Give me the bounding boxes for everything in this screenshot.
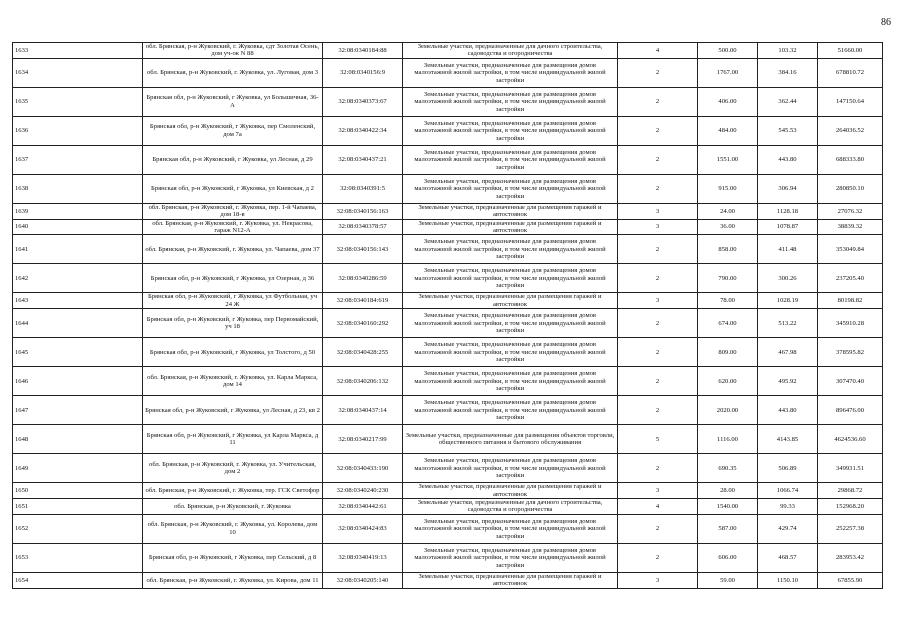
use-group-cell: 2 bbox=[618, 235, 698, 264]
record-number-cell: 1653 bbox=[13, 543, 143, 572]
specific-value-cell: 1128.18 bbox=[758, 203, 818, 219]
cadastral-value-cell: 252257.38 bbox=[818, 514, 883, 543]
record-number-cell: 1636 bbox=[13, 116, 143, 145]
permitted-use-cell: Земельные участки, предназначенные для размещения домов малоэтажной жилой застройки, в том числе индивидуальной жилой застройки bbox=[403, 514, 618, 543]
cadastral-number-cell: 32:08:0340156:143 bbox=[323, 235, 403, 264]
area-cell: 59.00 bbox=[698, 572, 758, 588]
specific-value-cell: 103.32 bbox=[758, 43, 818, 59]
table-row bbox=[13, 396, 883, 425]
cadastral-value-cell: 349931.51 bbox=[818, 454, 883, 483]
address-cell: обл. Брянская, р-н Жуковский, г. Жуковка, ул. Королева, дом 10 bbox=[143, 514, 323, 543]
permitted-use-cell: Земельные участки, предназначенные для размещения домов малоэтажной жилой застройки, в том числе индивидуальной жилой застройки bbox=[403, 235, 618, 264]
area-cell: 790.00 bbox=[698, 264, 758, 293]
table-row bbox=[13, 367, 883, 396]
permitted-use-cell: Земельные участки, предназначенные для размещения объектов торговли, общественного питания и бытового обслуживания bbox=[403, 425, 618, 454]
table-row bbox=[13, 543, 883, 572]
area-cell: 690.35 bbox=[698, 454, 758, 483]
use-group-cell: 2 bbox=[618, 309, 698, 338]
use-group-cell: 2 bbox=[618, 264, 698, 293]
permitted-use-cell: Земельные участки, предназначенные для размещения домов малоэтажной жилой застройки, в том числе индивидуальной жилой застройки bbox=[403, 116, 618, 145]
area-cell: 1116.00 bbox=[698, 425, 758, 454]
permitted-use-cell: Земельные участки, предназначенные для размещения домов малоэтажной жилой застройки, в том числе индивидуальной жилой застройки bbox=[403, 367, 618, 396]
use-group-cell: 5 bbox=[618, 425, 698, 454]
use-group-cell: 2 bbox=[618, 514, 698, 543]
record-number-cell: 1652 bbox=[13, 514, 143, 543]
record-number-cell: 1638 bbox=[13, 174, 143, 203]
area-cell: 809.00 bbox=[698, 338, 758, 367]
cadastral-number-cell: 32:08:0340428:255 bbox=[323, 338, 403, 367]
cadastral-value-cell: 307470.40 bbox=[818, 367, 883, 396]
record-number-cell: 1650 bbox=[13, 483, 143, 499]
cadastral-value-cell: 51660.00 bbox=[818, 43, 883, 59]
cadastral-value-cell: 678810.72 bbox=[818, 58, 883, 87]
cadastral-number-cell: 32:08:0340206:132 bbox=[323, 367, 403, 396]
cadastral-value-cell: 345910.28 bbox=[818, 309, 883, 338]
address-cell: Брянская обл, р-н Жуковский, г Жуковка, ул Футбольная, уч 24 Ж bbox=[143, 293, 323, 309]
area-cell: 406.00 bbox=[698, 87, 758, 116]
cadastral-number-cell: 32:08:0340156:9 bbox=[323, 58, 403, 87]
use-group-cell: 2 bbox=[618, 87, 698, 116]
address-cell: Брянская обл, р-н Жуковский, г Жуковка, ул Карла Маркса, д 11 bbox=[143, 425, 323, 454]
address-cell: обл. Брянская, р-н Жуковский, г. Жуковка, ул. Учительская, дом 2 bbox=[143, 454, 323, 483]
cadastral-number-cell: 32:08:0340433:190 bbox=[323, 454, 403, 483]
specific-value-cell: 443.80 bbox=[758, 396, 818, 425]
cadastral-value-cell: 237205.40 bbox=[818, 264, 883, 293]
area-cell: 484.00 bbox=[698, 116, 758, 145]
cadastral-number-cell: 32:08:0340217:99 bbox=[323, 425, 403, 454]
table-row bbox=[13, 514, 883, 543]
permitted-use-cell: Земельные участки, предназначенные для размещения гаражей и автостоянок bbox=[403, 572, 618, 588]
cadastral-number-cell: 32:08:0340442:61 bbox=[323, 499, 403, 515]
permitted-use-cell: Земельные участки, предназначенные для дачного строительства, садоводства и огородничества bbox=[403, 43, 618, 59]
table-row bbox=[13, 219, 883, 235]
record-number-cell: 1647 bbox=[13, 396, 143, 425]
record-number-cell: 1654 bbox=[13, 572, 143, 588]
address-cell: обл. Брянская, р-н Жуковский, г. Жуковка, ул. Кирова, дом 11 bbox=[143, 572, 323, 588]
use-group-cell: 4 bbox=[618, 499, 698, 515]
address-cell: обл. Брянская, р-н Жуковский, г. Жуковка, ул. Луговая, дом 3 bbox=[143, 58, 323, 87]
permitted-use-cell: Земельные участки, предназначенные для размещения домов малоэтажной жилой застройки, в том числе индивидуальной жилой застройки bbox=[403, 58, 618, 87]
record-number-cell: 1644 bbox=[13, 309, 143, 338]
cadastral-value-cell: 280850.10 bbox=[818, 174, 883, 203]
area-cell: 24.00 bbox=[698, 203, 758, 219]
permitted-use-cell: Земельные участки, предназначенные для размещения гаражей и автостоянок bbox=[403, 293, 618, 309]
cadastral-value-cell: 4624536.60 bbox=[818, 425, 883, 454]
record-number-cell: 1634 bbox=[13, 58, 143, 87]
cadastral-value-cell: 688333.80 bbox=[818, 145, 883, 174]
permitted-use-cell: Земельные участки, предназначенные для размещения домов малоэтажной жилой застройки, в том числе индивидуальной жилой застройки bbox=[403, 87, 618, 116]
cadastral-value-cell: 147150.64 bbox=[818, 87, 883, 116]
specific-value-cell: 1078.87 bbox=[758, 219, 818, 235]
area-cell: 915.00 bbox=[698, 174, 758, 203]
area-cell: 858.00 bbox=[698, 235, 758, 264]
specific-value-cell: 1150.10 bbox=[758, 572, 818, 588]
address-cell: обл. Брянская, р-н Жуковский, г. Жуковка, ул. Чапаева, дом 37 bbox=[143, 235, 323, 264]
use-group-cell: 3 bbox=[618, 572, 698, 588]
record-number-cell: 1635 bbox=[13, 87, 143, 116]
cadastral-number-cell: 32:08:0340419:13 bbox=[323, 543, 403, 572]
specific-value-cell: 443.80 bbox=[758, 145, 818, 174]
permitted-use-cell: Земельные участки, предназначенные для размещения гаражей и автостоянок bbox=[403, 219, 618, 235]
cadastral-value-cell: 378595.82 bbox=[818, 338, 883, 367]
area-cell: 500.00 bbox=[698, 43, 758, 59]
use-group-cell: 4 bbox=[618, 43, 698, 59]
table-row bbox=[13, 174, 883, 203]
record-number-cell: 1639 bbox=[13, 203, 143, 219]
specific-value-cell: 467.98 bbox=[758, 338, 818, 367]
cadastral-value-cell: 353049.84 bbox=[818, 235, 883, 264]
address-cell: обл. Брянская, р-н Жуковский, г. Жуковка bbox=[143, 499, 323, 515]
cadastral-value-cell: 67855.90 bbox=[818, 572, 883, 588]
table-row bbox=[13, 293, 883, 309]
permitted-use-cell: Земельные участки, предназначенные для размещения домов малоэтажной жилой застройки, в том числе индивидуальной жилой застройки bbox=[403, 543, 618, 572]
permitted-use-cell: Земельные участки, предназначенные для размещения гаражей и автостоянок bbox=[403, 203, 618, 219]
permitted-use-cell: Земельные участки, предназначенные для размещения домов малоэтажной жилой застройки, в том числе индивидуальной жилой застройки bbox=[403, 145, 618, 174]
record-number-cell: 1645 bbox=[13, 338, 143, 367]
permitted-use-cell: Земельные участки, предназначенные для размещения домов малоэтажной жилой застройки, в том числе индивидуальной жилой застройки bbox=[403, 309, 618, 338]
specific-value-cell: 468.57 bbox=[758, 543, 818, 572]
record-number-cell: 1648 bbox=[13, 425, 143, 454]
specific-value-cell: 362.44 bbox=[758, 87, 818, 116]
record-number-cell: 1651 bbox=[13, 499, 143, 515]
table-row bbox=[13, 43, 883, 59]
cadastral-value-cell: 27076.32 bbox=[818, 203, 883, 219]
use-group-cell: 2 bbox=[618, 367, 698, 396]
cadastral-value-cell: 896476.00 bbox=[818, 396, 883, 425]
cadastral-number-cell: 32:08:0340205:140 bbox=[323, 572, 403, 588]
table-row bbox=[13, 499, 883, 515]
specific-value-cell: 306.94 bbox=[758, 174, 818, 203]
specific-value-cell: 429.74 bbox=[758, 514, 818, 543]
use-group-cell: 2 bbox=[618, 543, 698, 572]
cadastral-number-cell: 32:08:0340184:619 bbox=[323, 293, 403, 309]
address-cell: Брянская обл, р-н Жуковский, г Жуковка, ул Озерная, д 36 bbox=[143, 264, 323, 293]
address-cell: Брянская обл, р-н Жуковский, г Жуковка, ул Лесная, д 23, кв 2 bbox=[143, 396, 323, 425]
cadastral-number-cell: 32:08:0340240:230 bbox=[323, 483, 403, 499]
record-number-cell: 1633 bbox=[13, 43, 143, 59]
area-cell: 36.00 bbox=[698, 219, 758, 235]
cadastral-number-cell: 32:08:0340422:34 bbox=[323, 116, 403, 145]
use-group-cell: 2 bbox=[618, 174, 698, 203]
specific-value-cell: 506.89 bbox=[758, 454, 818, 483]
table-body bbox=[13, 43, 883, 589]
use-group-cell: 2 bbox=[618, 58, 698, 87]
address-cell: обл. Брянская, р-н Жуковский, г. Жуковка, ул. Некрасова, гараж N12-А bbox=[143, 219, 323, 235]
specific-value-cell: 300.26 bbox=[758, 264, 818, 293]
cadastral-number-cell: 32:08:0340156:163 bbox=[323, 203, 403, 219]
cadastral-number-cell: 32:08:0340378:57 bbox=[323, 219, 403, 235]
cadastral-value-cell: 264036.52 bbox=[818, 116, 883, 145]
table-row bbox=[13, 145, 883, 174]
table-row bbox=[13, 58, 883, 87]
permitted-use-cell: Земельные участки, предназначенные для размещения домов малоэтажной жилой застройки, в том числе индивидуальной жилой застройки bbox=[403, 174, 618, 203]
cadastral-value-cell: 80198.82 bbox=[818, 293, 883, 309]
table-row bbox=[13, 483, 883, 499]
record-number-cell: 1643 bbox=[13, 293, 143, 309]
specific-value-cell: 99.33 bbox=[758, 499, 818, 515]
area-cell: 1540.00 bbox=[698, 499, 758, 515]
table-row bbox=[13, 338, 883, 367]
use-group-cell: 3 bbox=[618, 203, 698, 219]
cadastral-value-cell: 38839.32 bbox=[818, 219, 883, 235]
use-group-cell: 2 bbox=[618, 338, 698, 367]
area-cell: 674.00 bbox=[698, 309, 758, 338]
specific-value-cell: 1066.74 bbox=[758, 483, 818, 499]
cadastral-number-cell: 32:08:0340160:292 bbox=[323, 309, 403, 338]
area-cell: 78.00 bbox=[698, 293, 758, 309]
specific-value-cell: 4143.85 bbox=[758, 425, 818, 454]
permitted-use-cell: Земельные участки, предназначенные для размещения домов малоэтажной жилой застройки, в том числе индивидуальной жилой застройки bbox=[403, 264, 618, 293]
address-cell: Брянская обл, р-н Жуковский, г Жуковка, ул Лесная, д 29 bbox=[143, 145, 323, 174]
table-row bbox=[13, 309, 883, 338]
address-cell: Брянская обл, р-н Жуковский, г Жуковка, ул Толстого, д 50 bbox=[143, 338, 323, 367]
permitted-use-cell: Земельные участки, предназначенные для размещения гаражей и автостоянок bbox=[403, 483, 618, 499]
specific-value-cell: 384.16 bbox=[758, 58, 818, 87]
address-cell: обл. Брянская, р-н Жуковский, г. Жуковка, ул. Карла Маркса, дом 14 bbox=[143, 367, 323, 396]
permitted-use-cell: Земельные участки, предназначенные для размещения домов малоэтажной жилой застройки, в том числе индивидуальной жилой застройки bbox=[403, 454, 618, 483]
table-row bbox=[13, 203, 883, 219]
specific-value-cell: 513.22 bbox=[758, 309, 818, 338]
permitted-use-cell: Земельные участки, предназначенные для размещения домов малоэтажной жилой застройки, в том числе индивидуальной жилой застройки bbox=[403, 396, 618, 425]
use-group-cell: 3 bbox=[618, 293, 698, 309]
record-number-cell: 1641 bbox=[13, 235, 143, 264]
table-row bbox=[13, 116, 883, 145]
area-cell: 620.00 bbox=[698, 367, 758, 396]
cadastral-number-cell: 32:08:0340424:83 bbox=[323, 514, 403, 543]
land-valuation-table bbox=[12, 42, 883, 589]
cadastral-number-cell: 32:08:0340437:14 bbox=[323, 396, 403, 425]
permitted-use-cell: Земельные участки, предназначенные для дачного строительства, садоводства и огородничества bbox=[403, 499, 618, 515]
area-cell: 587.00 bbox=[698, 514, 758, 543]
use-group-cell: 2 bbox=[618, 396, 698, 425]
address-cell: Брянская обл, р-н Жуковский, г Жуковка, пер Первомайский, уч 18 bbox=[143, 309, 323, 338]
cadastral-value-cell: 29868.72 bbox=[818, 483, 883, 499]
record-number-cell: 1649 bbox=[13, 454, 143, 483]
area-cell: 2020.00 bbox=[698, 396, 758, 425]
table-row bbox=[13, 264, 883, 293]
cadastral-number-cell: 32:08:0340437:21 bbox=[323, 145, 403, 174]
use-group-cell: 3 bbox=[618, 483, 698, 499]
address-cell: обл. Брянская, р-н Жуковский, г. Жуковка, пер. 1-й Чапаева, дом 18-в bbox=[143, 203, 323, 219]
table-row bbox=[13, 87, 883, 116]
cadastral-value-cell: 152968.20 bbox=[818, 499, 883, 515]
address-cell: обл. Брянская, р-н Жуковский, г. Жуковка, сдт Золотая Осень, дом уч-ок N 88 bbox=[143, 43, 323, 59]
address-cell: обл. Брянская, р-н Жуковский, г. Жуковка, тер. ГСК Светофор bbox=[143, 483, 323, 499]
cadastral-number-cell: 32:08:0340391:5 bbox=[323, 174, 403, 203]
record-number-cell: 1646 bbox=[13, 367, 143, 396]
area-cell: 1767.00 bbox=[698, 58, 758, 87]
address-cell: Брянская обл, р-н Жуковский, г Жуковка, ул Большичная, 36-А bbox=[143, 87, 323, 116]
cadastral-number-cell: 32:08:0340286:59 bbox=[323, 264, 403, 293]
cadastral-number-cell: 32:08:0340373:67 bbox=[323, 87, 403, 116]
area-cell: 28.00 bbox=[698, 483, 758, 499]
address-cell: Брянская обл, р-н Жуковский, г Жуковка, пер Сельский, д 8 bbox=[143, 543, 323, 572]
address-cell: Брянская обл, р-н Жуковский, г Жуковка, пер Смоленский, дом 7а bbox=[143, 116, 323, 145]
area-cell: 606.00 bbox=[698, 543, 758, 572]
cadastral-number-cell: 32:08:0340184:88 bbox=[323, 43, 403, 59]
table-row bbox=[13, 572, 883, 588]
table-row bbox=[13, 425, 883, 454]
record-number-cell: 1640 bbox=[13, 219, 143, 235]
address-cell: Брянская обл, р-н Жуковский, г Жуковка, ул Киевская, д 2 bbox=[143, 174, 323, 203]
area-cell: 1551.00 bbox=[698, 145, 758, 174]
use-group-cell: 3 bbox=[618, 219, 698, 235]
page-number: 86 bbox=[881, 17, 891, 28]
specific-value-cell: 495.92 bbox=[758, 367, 818, 396]
record-number-cell: 1637 bbox=[13, 145, 143, 174]
specific-value-cell: 1028.19 bbox=[758, 293, 818, 309]
use-group-cell: 2 bbox=[618, 454, 698, 483]
record-number-cell: 1642 bbox=[13, 264, 143, 293]
use-group-cell: 2 bbox=[618, 145, 698, 174]
table-row bbox=[13, 454, 883, 483]
permitted-use-cell: Земельные участки, предназначенные для размещения домов малоэтажной жилой застройки, в том числе индивидуальной жилой застройки bbox=[403, 338, 618, 367]
table-row bbox=[13, 235, 883, 264]
specific-value-cell: 545.53 bbox=[758, 116, 818, 145]
use-group-cell: 2 bbox=[618, 116, 698, 145]
specific-value-cell: 411.48 bbox=[758, 235, 818, 264]
cadastral-value-cell: 283953.42 bbox=[818, 543, 883, 572]
